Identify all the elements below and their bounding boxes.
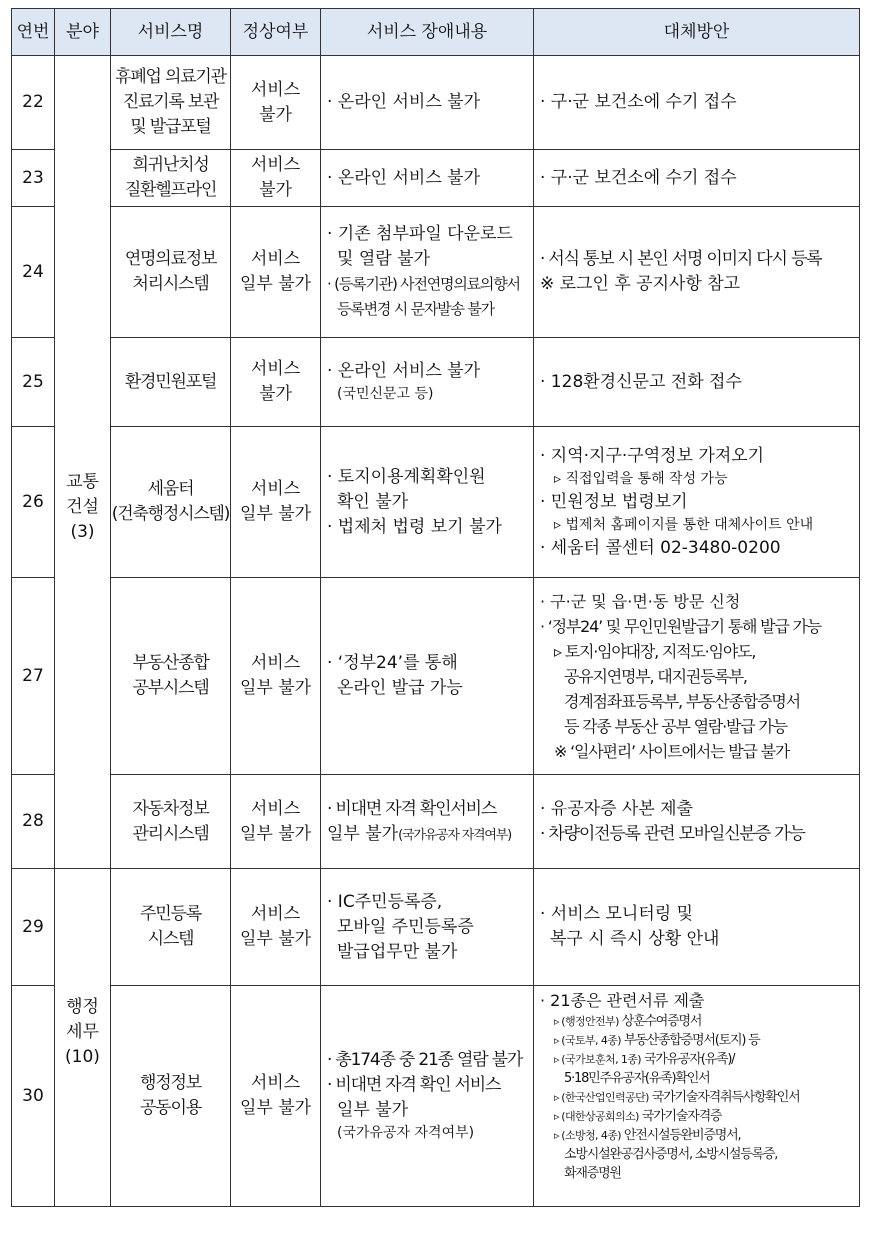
table-row (12, 207, 860, 338)
status-cell: 서비스 일부 불가 (231, 869, 321, 986)
field-label: 교통 (66, 471, 99, 492)
table-row (12, 775, 860, 869)
alternative-cell: · 서비스 모니터링 및 복구 시 즉시 상황 안내 (534, 869, 860, 986)
alternative-cell: · 128환경신문고 전화 접수 (534, 338, 860, 427)
issue-cell: · 온라인 서비스 불가 (321, 56, 534, 150)
table-row (12, 578, 860, 775)
issue-cell: · 토지이용계획확인원 확인 불가 · 법제처 법령 보기 불가 (321, 427, 534, 578)
row-number: 27 (12, 578, 55, 775)
table-row (12, 427, 860, 578)
row-number: 23 (12, 150, 55, 207)
issue-cell: · IC주민등록증, 모바일 주민등록증 발급업무만 불가 (321, 869, 534, 986)
issue-cell: · 비대면 자격 확인서비스 일부 불가(국가유공자 자격여부) (321, 775, 534, 869)
service-name: 주민등록 시스템 (111, 869, 231, 986)
triangle-bullet-icon: ▹ (554, 1110, 559, 1123)
status-cell: 서비스 불가 (231, 56, 321, 150)
header-service-name: 서비스명 (111, 9, 231, 56)
service-name: 세움터 (건축행정시스템) (111, 427, 231, 578)
field-cell-transport (55, 56, 111, 869)
status-cell: 서비스 일부 불가 (231, 986, 321, 1207)
row-number: 25 (12, 338, 55, 427)
status-cell: 서비스 불가 (231, 338, 321, 427)
header-row (12, 9, 860, 56)
service-name: 희귀난치성 질환헬프라인 (111, 150, 231, 207)
status-cell: 서비스 일부 불가 (231, 578, 321, 775)
alternative-cell: · 구·군 보건소에 수기 접수 (534, 150, 860, 207)
service-name: 휴폐업 의료기관 진료기록 보관 및 발급포털 (111, 56, 231, 150)
header-status: 정상여부 (231, 9, 321, 56)
status-cell: 서비스 불가 (231, 150, 321, 207)
header-number: 연번 (12, 9, 55, 56)
service-name: 자동차정보 관리시스템 (111, 775, 231, 869)
header-field: 분야 (55, 9, 111, 56)
header-issue: 서비스 장애내용 (321, 9, 534, 56)
alternative-cell: · 지역·지구·구역정보 가져오기 ▹ 직접입력을 통해 작성 가능 · 민원정보 법령보기 ▹ 법제처 홈페이지를 통한 대체사이트 안내 · 세움터 콜센터 02-3480-0200 (534, 427, 860, 578)
alternative-cell: · 구·군 보건소에 수기 접수 (534, 56, 860, 150)
alternative-cell: · 21종은 관련서류 제출 ▹ (행정안전부) 상훈수여증명서 ▹ (국토부, 4종) 부동산종합증명서(토지) 등 ▹ (국가보훈처, 1종) 국가유공자(유족)/ 5·18민주유공자(유족)확인서 ▹ (한국산업인력공단) 국가기술자격취득사항확인서 ▹ (대한상공회의소) 국가기술자격증 ▹ (소방청, 4종) 안전시설등완비증명서, 소방시설완공검사증명서, 소방시설등록증, 화재증명원 (534, 986, 860, 1207)
service-name: 환경민원포털 (111, 338, 231, 427)
row-number: 28 (12, 775, 55, 869)
row-number: 22 (12, 56, 55, 150)
service-name: 부동산종합 공부시스템 (111, 578, 231, 775)
service-name: 행정정보 공동이용 (111, 986, 231, 1207)
field-label: 건설 (66, 496, 99, 517)
field-cell-admin (55, 869, 111, 1207)
row-number: 26 (12, 427, 55, 578)
issue-cell: · 온라인 서비스 불가 (국민신문고 등) (321, 338, 534, 427)
service-outage-table (11, 8, 860, 1207)
triangle-bullet-icon: ▹ (554, 1053, 559, 1066)
alternative-cell: · 서식 통보 시 본인 서명 이미지 다시 등록 ※ 로그인 후 공지사항 참고 (534, 207, 860, 338)
triangle-bullet-icon: ▹ (554, 1015, 559, 1028)
table-row (12, 869, 860, 986)
field-label: 세무 (66, 1022, 99, 1042)
table-row (12, 338, 860, 427)
status-cell: 서비스 일부 불가 (231, 207, 321, 338)
issue-cell: · ‘정부24’를 통해 온라인 발급 가능 (321, 578, 534, 775)
alternative-cell: · 유공자증 사본 제출 · 차량이전등록 관련 모바일신분증 가능 (534, 775, 860, 869)
triangle-bullet-icon: ▹ (554, 1091, 559, 1104)
issue-cell: · 기존 첨부파일 다운로드 및 열람 불가 · (등록기관) 사전연명의료의향서 등록변경 시 문자발송 불가 (321, 207, 534, 338)
field-label: (3) (70, 521, 95, 542)
triangle-bullet-icon: ▹ (554, 1034, 559, 1047)
row-number: 24 (12, 207, 55, 338)
status-cell: 서비스 일부 불가 (231, 775, 321, 869)
status-cell: 서비스 일부 불가 (231, 427, 321, 578)
field-label: (10) (65, 1047, 100, 1067)
row-number: 29 (12, 869, 55, 986)
table-row (12, 150, 860, 207)
table-row (12, 56, 860, 150)
field-label: 행정 (66, 997, 99, 1017)
row-number: 30 (12, 986, 55, 1207)
table-row (12, 986, 860, 1207)
alternative-cell: · 구·군 및 읍·면·동 방문 신청 · ‘정부24’ 및 무인민원발급기 통해 발급 가능 ▹ 토지·임야대장, 지적도·임야도, 공유지연명부, 대지권등록부, 경계점좌표등록부, 부동산종합증명서 등 각종 부동산 공부 열람·발급 가능 ※ ‘일사편리’ 사이트에서는 발급 불가 (534, 578, 860, 775)
service-name: 연명의료정보 처리시스템 (111, 207, 231, 338)
header-alternative: 대체방안 (534, 9, 860, 56)
issue-cell: · 온라인 서비스 불가 (321, 150, 534, 207)
issue-cell: · 총174종 중 21종 열람 불가 · 비대면 자격 확인 서비스 일부 불가 (국가유공자 자격여부) (321, 986, 534, 1207)
triangle-bullet-icon: ▹ (554, 1129, 559, 1142)
